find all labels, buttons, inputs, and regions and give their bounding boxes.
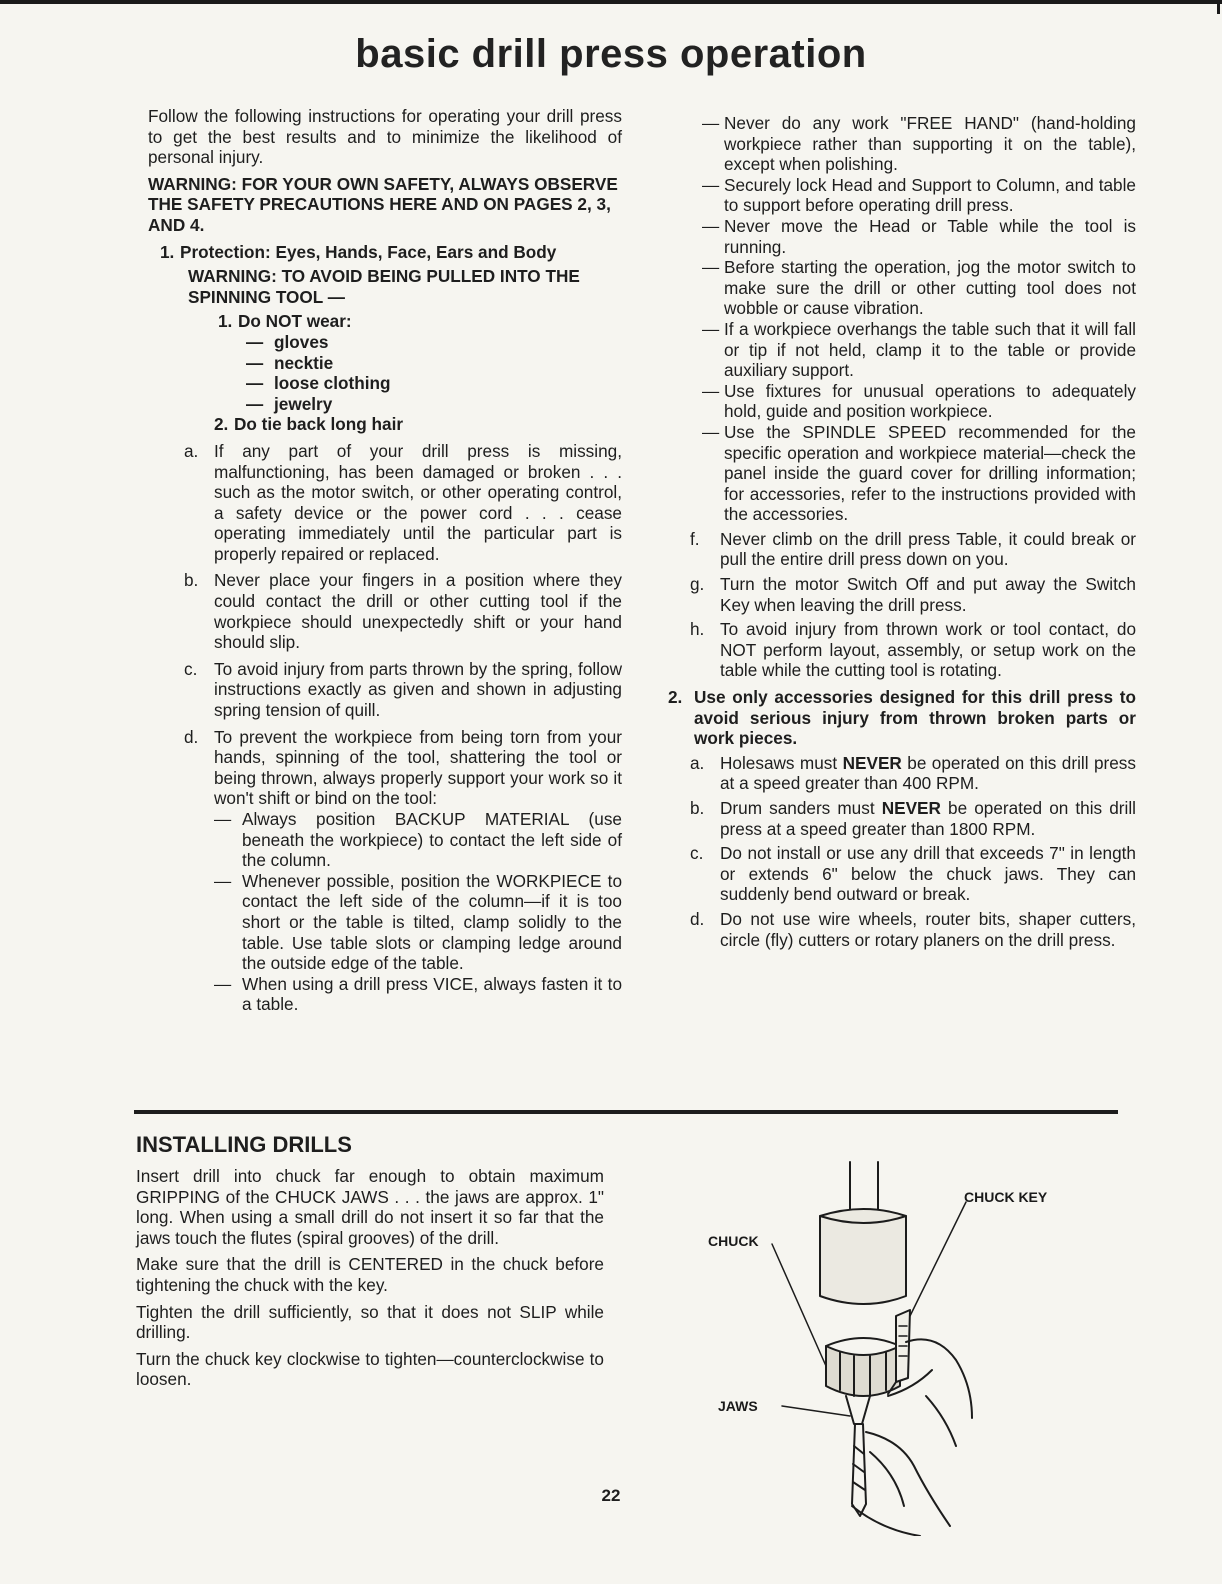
wear-item: — loose clothing: [246, 373, 391, 394]
paragraph-f: f. Never climb on the drill press Table, it could break or pull the entire drill press down on you.: [690, 528, 1136, 570]
paragraph-g: g. Turn the motor Switch Off and put away the Switch Key when leaving the drill press.: [690, 574, 1136, 615]
chuck-jaws: [846, 1396, 870, 1424]
installing-drills-body: [136, 1166, 604, 1390]
paragraph-b-text: Never place your fingers in a position where they could contact the drill or other cutting tool if the workpiece should unexpectedly shift or your hand should slip.: [214, 570, 622, 653]
paragraph-c: c. To avoid injury from parts thrown by the spring, follow instructions exactly as given and shown in adjusting spring tension of quill.: [184, 658, 622, 721]
chuck-illustration: [700, 1156, 1140, 1536]
item-marker: 1.: [218, 311, 233, 332]
chuck-top: [826, 1338, 900, 1346]
accessory-c-text: Do not install or use any drill that exceeds 7" in length or extends 6" below the chuck jaws. They can suddenly bend outward or break.: [720, 843, 1136, 905]
support-bullet: — When using a drill press VICE, always fasten it to a table.: [214, 973, 622, 1015]
do-not-wear-text: Do NOT wear:: [238, 311, 352, 332]
right-bullet: — Never move the Head or Table while the tool is running.: [702, 215, 1136, 257]
accessories-heading: 2. Use only accessories designed for this drill press to avoid serious injury from thrown broken parts or work pieces.: [668, 687, 1136, 749]
paragraph-d: d. To prevent the workpiece from being torn from your hands, spinning of the tool, shattering the tool or being thrown, always properly support your work so it won't shift or bind on the tool:: [184, 726, 622, 809]
accessory-d: d. Do not use wire wheels, router bits, shaper cutters, circle (fly) cutters or rotary planers on the drill press.: [690, 908, 1136, 950]
do-not-wear-heading: [218, 311, 622, 332]
support-bullet: — Whenever possible, position the WORKPIECE to contact the left side of the column—if it is too short or the table is tilted, clamp solidly to the table. Use table slots or clamping ledge around the outside edge of the table.: [214, 870, 622, 974]
right-bullet: — Use fixtures for unusual operations to adequately hold, guide and position workpiece.: [702, 380, 1136, 422]
chuck-body: [826, 1346, 900, 1396]
support-bullet-list: [214, 809, 622, 1015]
left-hand: [866, 1432, 950, 1526]
page-number: 22: [601, 1486, 621, 1505]
label-chuck: CHUCK: [708, 1233, 759, 1249]
wear-list: [246, 332, 622, 414]
right-wrist: [926, 1396, 956, 1446]
installing-paragraph: Make sure that the drill is CENTERED in the chuck before tightening the chuck with the key.: [136, 1254, 604, 1295]
installing-paragraph: Insert drill into chuck far enough to obtain maximum GRIPPING of the CHUCK JAWS . . . the jaws are approx. 1" long. When using a small drill do not insert it so far that the jaws touch the flutes (spiral grooves) of the drill.: [136, 1166, 604, 1248]
paragraph-d-text: To prevent the workpiece from being torn from your hands, spinning of the tool, shattering the tool or being thrown, always properly support your work so it won't shift or bind on the tool:: [214, 726, 622, 809]
paragraph-a: a. If any part of your drill press is missing, malfunctioning, has been damaged or broken . . . such as the motor switch, or other operating control, a safety device or the power cord . . . cease operating immediately until the particular part is properly repaired or replaced.: [184, 440, 622, 564]
label-chuck-key: CHUCK KEY: [964, 1189, 1048, 1205]
safety-warning: WARNING: FOR YOUR OWN SAFETY, ALWAYS OBSERVE THE SAFETY PRECAUTIONS HERE AND ON PAGES 2, 3, AND 4.: [148, 173, 618, 235]
left-column: [148, 106, 622, 1015]
chuck-leader: [772, 1244, 826, 1366]
paragraph-c-text: To avoid injury from parts thrown by the spring, follow instructions exactly as given and shown in adjusting spring tension of quill.: [214, 658, 622, 721]
right-column: [668, 113, 1136, 950]
page-title: basic drill press operation: [355, 32, 867, 76]
installing-drills-heading: INSTALLING DRILLS: [136, 1132, 352, 1157]
corner-tick: [1217, 0, 1220, 14]
paragraph-a-text: If any part of your drill press is missing, malfunctioning, has been damaged or broken . . . such as the motor switch, or other operating control, a safety device or the power cord . . . cease operating immediately until the particular part is properly repaired or replaced.: [214, 440, 622, 564]
item-marker: 1.: [160, 241, 175, 262]
accessory-d-text: Do not use wire wheels, router bits, shaper cutters, circle (fly) cutters or rotary planers on the drill press.: [720, 908, 1136, 950]
protection-heading: [160, 242, 622, 263]
right-bullet: — Use the SPINDLE SPEED recommended for the specific operation and workpiece material—check the panel inside the guard cover for drilling information; for accessories, refer to the instructions provided with the accessories.: [702, 421, 1136, 525]
right-bullet: — Securely lock Head and Support to Column, and table to support before operating drill press.: [702, 174, 1136, 216]
right-bullet: — Before starting the operation, jog the motor switch to make sure the drill or other cutting tool does not wobble or cause vibration.: [702, 257, 1136, 319]
right-bullet: — If a workpiece overhangs the table such that it will fall or tip if not held, clamp it to the table or provide auxiliary support.: [702, 318, 1136, 381]
wear-item: — jewelry: [246, 393, 333, 414]
tie-hair-text: Do tie back long hair: [234, 414, 404, 435]
installing-paragraph: Turn the chuck key clockwise to tighten—counterclockwise to loosen.: [136, 1348, 604, 1390]
paragraph-h: h. To avoid injury from thrown work or tool contact, do NOT perform layout, assembly, or setup work on the table while the cutting tool is rotating.: [690, 619, 1136, 681]
spinning-tool-warning: WARNING: TO AVOID BEING PULLED INTO THE SPINNING TOOL —: [188, 266, 580, 307]
paragraph-h-text: To avoid injury from thrown work or tool contact, do NOT perform layout, assembly, or setup work on the table while the cutting tool is rotating.: [720, 619, 1136, 681]
top-border-line: [0, 0, 1222, 4]
protection-heading-text: Protection: Eyes, Hands, Face, Ears and Body: [180, 241, 557, 262]
right-bullet: — Never do any work "FREE HAND" (hand-holding workpiece rather than supporting it on the table), except when polishing.: [702, 113, 1136, 175]
right-hand: [906, 1339, 972, 1418]
section-divider: [134, 1110, 1118, 1114]
accessory-b: b. Drum sanders must NEVER be operated on this drill press at a speed greater than 1800 RPM.: [690, 798, 1136, 839]
intro-paragraph: Follow the following instructions for operating your drill press to get the best results and to minimize the likelihood of personal injury.: [148, 106, 622, 168]
support-bullet: — Always position BACKUP MATERIAL (use beneath the workpiece) to contact the left side of the column.: [214, 809, 622, 871]
accessories-heading-text: Use only accessories designed for this drill press to avoid serious injury from thrown broken parts or work pieces.: [694, 687, 1136, 749]
item-marker: 2.: [214, 414, 229, 435]
paragraph-f-text: Never climb on the drill press Table, it could break or pull the entire drill press down on you.: [720, 528, 1136, 570]
paragraph-g-text: Turn the motor Switch Off and put away the Switch Key when leaving the drill press.: [720, 574, 1136, 615]
accessory-a: a. Holesaws must NEVER be operated on this drill press at a speed greater than 400 RPM.: [690, 752, 1136, 794]
accessory-c: c. Do not install or use any drill that exceeds 7" in length or extends 6" below the chuck jaws. They can suddenly bend outward or break.: [690, 843, 1136, 905]
tie-hair-heading: [214, 414, 622, 435]
installing-paragraph: Tighten the drill sufficiently, so that it does not SLIP while drilling.: [136, 1301, 604, 1343]
wear-item: — necktie: [246, 352, 334, 373]
paragraph-b: b. Never place your fingers in a position where they could contact the drill or other cutting tool if the workpiece should unexpectedly shift or your hand should slip.: [184, 570, 622, 653]
label-jaws: JAWS: [718, 1398, 758, 1414]
wear-item: — gloves: [246, 331, 329, 352]
jaws-leader: [782, 1406, 850, 1416]
chuck-key-leader: [910, 1202, 966, 1316]
